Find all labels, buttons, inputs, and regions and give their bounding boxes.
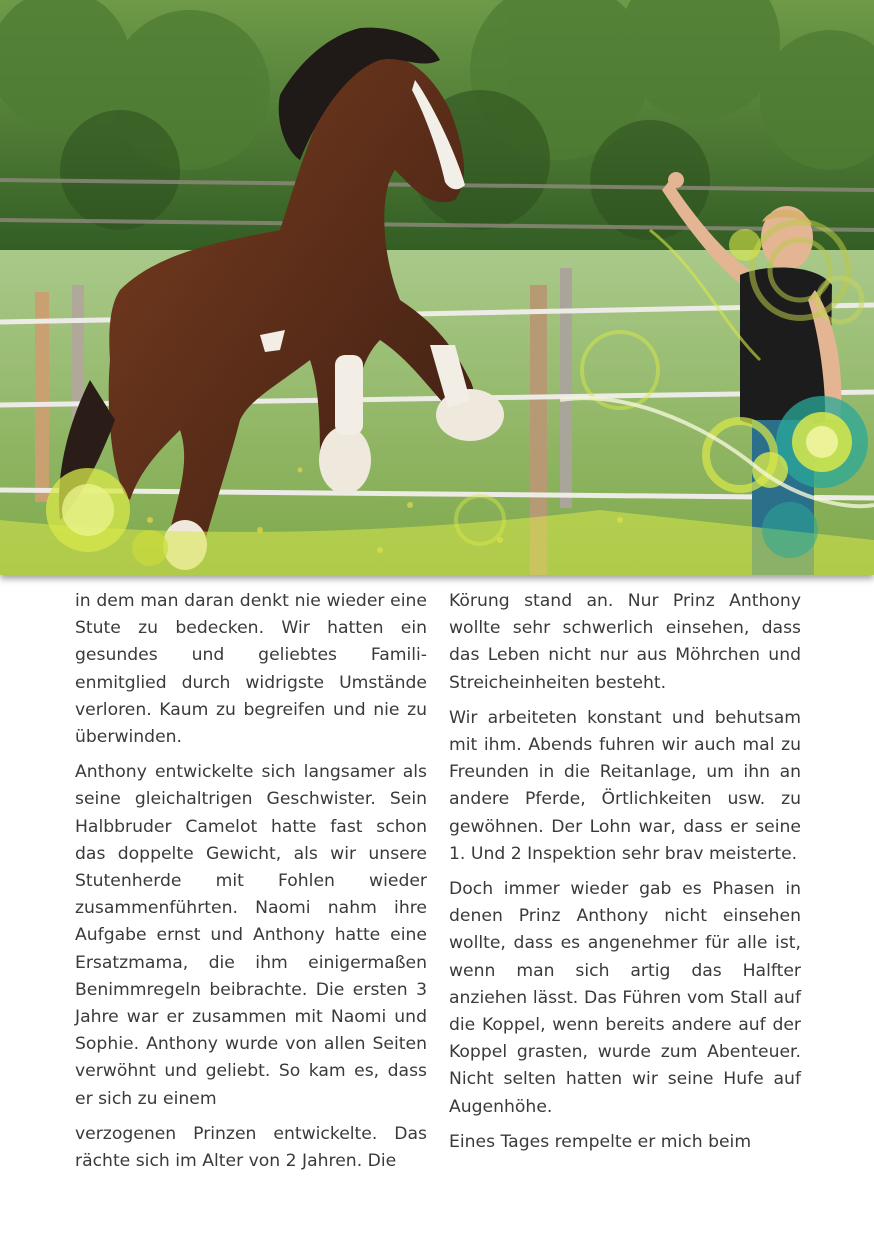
left-paragraph-2: Anthony entwickelte sich langsamer als seine gleichaltrigen Geschwister. Sein Halbbruder Camelot hatte fast schon das doppelte Gewicht, als wir unsere Stutenherde mit Fohlen wieder zusammenführten. Naomi nahm ihre Aufgabe ernst und Anthony hatte eine Ersatzmama, die ihm einigermaßen Benimmregeln beibrachte. Die ersten 3 Jahre war er zusammen mit Naomi und Sophie. Anthony wurde von allen Seiten verwöhnt und geliebt. So kam es, dass er sich zu einem	[75, 762, 427, 1109]
right-paragraph-3: Doch immer wieder gab es Phasen in denen Prinz Anthony nicht einsehen wollte, dass es angenehmer für alle ist, wenn man sich artig das Halfter anziehen lässt. Das Führen vom Stall auf die Koppel, wenn bereits andere auf der Koppel grasten, wurde zum Abenteuer. Nicht selten hatten wir seine Hufe auf Augenhöhe.	[449, 879, 801, 1117]
right-paragraph-4: Eines Tages rempelte er mich beim	[449, 1131, 752, 1152]
right-paragraph-1: Körung stand an. Nur Prinz Anthony wollte sehr schwerlich einsehen, dass das Leben nicht nur aus Möhrchen und Streicheinheiten besteht.	[449, 591, 801, 693]
left-paragraph-1: in dem man daran denkt nie wieder eine Stute zu bedecken. Wir hatten ein gesundes und geliebtes Familienmitglied durch widrigste Umstände verloren. Kaum zu begreifen und nie zu überwinden.	[75, 591, 427, 748]
header-photo	[0, 0, 874, 575]
left-paragraph-3: verzogenen Prinzen entwickelte. Das rächte sich im Alter von 2 Jahren. Die	[75, 1123, 427, 1172]
right-text-column	[449, 588, 801, 1164]
left-text-column	[75, 588, 427, 1183]
right-paragraph-2: Wir arbeiteten konstant und behutsam mit ihm. Abends fuhren wir auch mal zu Freunden in die Reitanlage, um ihn an andere Pferde, Örtlichkeiten usw. zu gewöhnen. Der Lohn war, dass er seine 1. Und 2 Inspektion sehr brav meisterte.	[449, 707, 801, 864]
